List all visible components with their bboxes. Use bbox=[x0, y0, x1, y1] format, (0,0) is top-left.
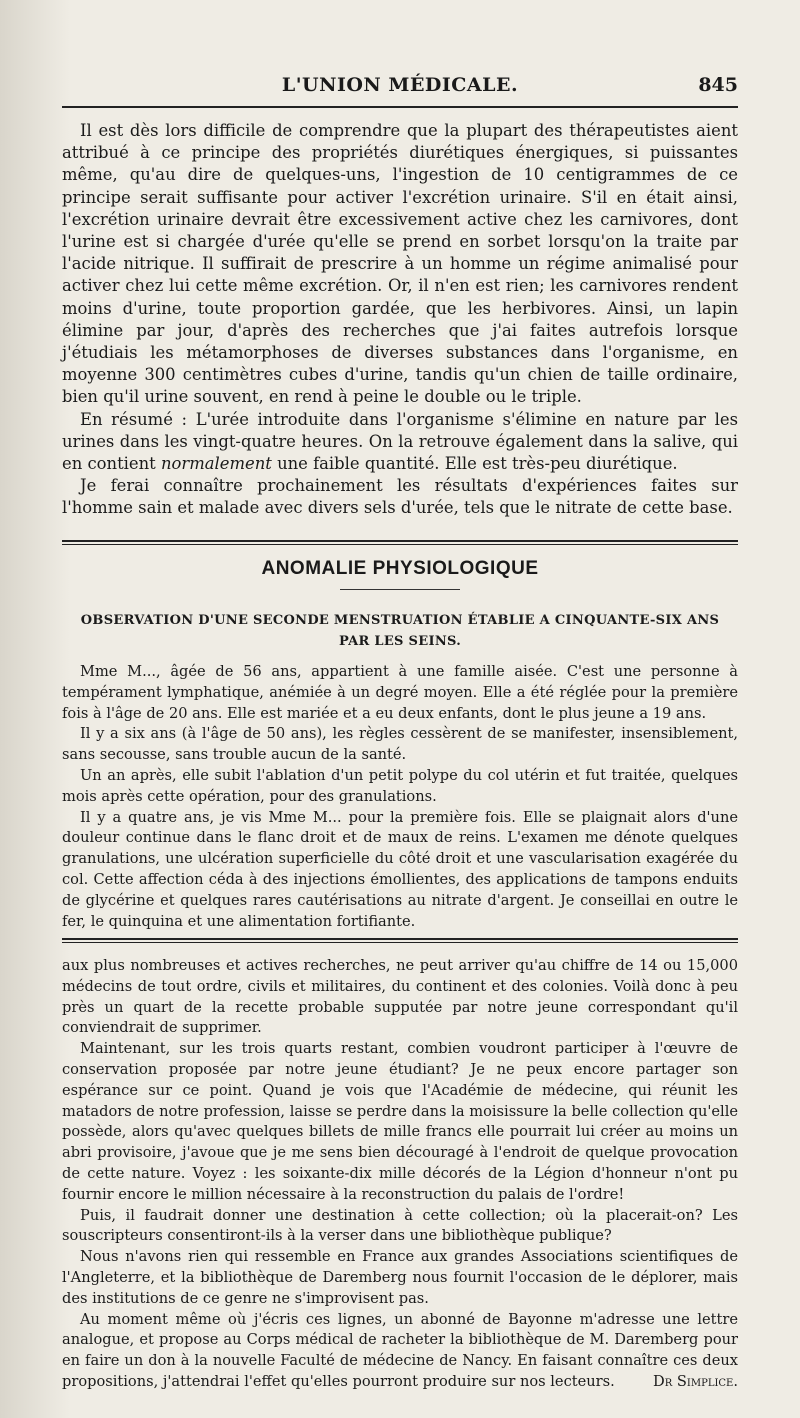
paragraph-text: Au moment même où j'écris ces lignes, un abonné de Bayonne m'adresse une lettre analogue, et propose au Corps médical de racheter la bibliothèque de M. Daremberg pour en faire un don à la nouvelle Faculté de médecine de Nancy. En faisant connaître ces deux propositions, j'attendrai l'effet qu'elles pourront produire sur nos lecteurs. bbox=[62, 1310, 738, 1390]
feuilleton-column bbox=[62, 956, 738, 1393]
running-title: L'UNION MÉDICALE. bbox=[281, 74, 519, 96]
subtitle-line: PAR LES SEINS. bbox=[338, 634, 462, 649]
section-title: ANOMALIE PHYSIOLOGIQUE bbox=[261, 558, 539, 579]
paragraph: Il est dès lors difficile de comprendre que la plupart des thérapeutistes aient attribué à ce principe des propriétés diurétiques énergiques, si puissantes même, qu'au dire de quelques-uns, l'ingestion de 10 centigrammes de ce principe serait suffisante pour activer l'excrétion urinaire. S'il en était ainsi, l'excrétion urinaire devrait être excessivement active chez les carnivores, dont l'urine est si chargée d'urée qu'elle se prend en sorbet lorsqu'on la traite par l'acide nitrique. Il suffirait de prescrire à un homme un régime animalisé pour activer chez lui cette même excrétion. Or, il n'en est rien; les carnivores rendent moins d'urine, toute proportion gardée, que les herbivores. Ainsi, un lapin élimine par jour, d'après des recherches que j'ai faites autrefois lorsque j'étudiais les métamorphoses de diverses substances dans l'organisme, en moyenne 300 centimètres cubes d'urine, tandis qu'un chien de taille ordinaire, bien qu'il urine souvent, en rend à peine le double ou le triple. bbox=[62, 121, 738, 407]
page-number: 845 bbox=[698, 74, 738, 96]
article-urea bbox=[62, 120, 738, 520]
signature: Dr Simplice. bbox=[653, 1372, 738, 1390]
paragraph-resume bbox=[62, 409, 738, 476]
resume-text-end: une faible quantité. Elle est très-peu diurétique. bbox=[271, 454, 678, 474]
paragraph-final bbox=[62, 1310, 738, 1393]
paragraph: Il y a six ans (à l'âge de 50 ans), les règles cessèrent de se manifester, insensiblement, sans secousse, sans trouble aucun de la santé. bbox=[62, 725, 738, 764]
resume-text: En résumé : L'urée introduite dans l'organisme s'élimine en nature par les urines dans les vingt-quatre heures. On la retrouve également dans la salive, qui en contient bbox=[62, 409, 738, 474]
paragraph: Il y a quatre ans, je vis Mme M... pour la première fois. Elle se plaignait alors d'une douleur continue dans le flanc droit et de maux de reins. L'examen me dénote quelques granulations, une ulcération superficielle du côté droit et une vascularisation exagérée du col. Cette affection céda à des injections émollientes, des applications de tampons enduits de glycérine et quelques rares cautérisations au nitrate d'argent. Je conseillai en outre le fer, le quinquina et une alimentation fortifiante. bbox=[62, 808, 738, 930]
paragraph: Je ferai connaître prochainement les résultats d'expériences faites sur l'homme sain et malade avec divers sels d'urée, tels que le nitrate de cette base. bbox=[62, 476, 738, 518]
paragraph: Un an après, elle subit l'ablation d'un petit polype du col utérin et fut traitée, quelques mois après cette opération, pour des granulations. bbox=[62, 766, 738, 805]
section-rule bbox=[62, 540, 738, 542]
title-underline bbox=[340, 589, 460, 590]
subtitle-line: OBSERVATION D'UNE SECONDE MENSTRUATION ÉTABLIE A CINQUANTE-SIX ANS bbox=[80, 613, 720, 628]
article-observation bbox=[62, 662, 738, 932]
section-subtitle bbox=[62, 610, 738, 652]
binding-shadow bbox=[0, 0, 70, 1418]
paragraph: Nous n'avons rien qui ressemble en France aux grandes Associations scientifiques de l'Angleterre, et la bibliothèque de Daremberg nous fournit l'occasion de le déplorer, mais des institutions de ce genre ne s'improvisent pas. bbox=[62, 1248, 738, 1307]
paragraph: Mme M..., âgée de 56 ans, appartient à une famille aisée. C'est une personne à tempérament lymphatique, anémiée à un degré moyen. Elle a été réglée pour la première fois à l'âge de 20 ans. Elle est mariée et a eu deux enfants, dont le plus jeune a 19 ans. bbox=[62, 663, 738, 722]
paragraph: Maintenant, sur les trois quarts restant, combien voudront participer à l'œuvre de conservation proposée par notre jeune étudiant? Je ne peux encore partager son espérance sur ce point. Quand je vois que l'Académie de médecine, qui réunit les matadors de notre profession, laisse se perdre dans la moisissure la belle collection qu'elle possède, alors qu'avec quelques billets de mille francs elle pourrait lui créer au moins un abri provisoire, j'avoue que je me sens bien découragé à l'endroit de quelque provocation de cette nature. Voyez : les soixante-dix mille décorés de la Légion d'honneur n'ont pu fournir encore le million nécessaire à la reconstruction du palais de l'ordre! bbox=[62, 1040, 738, 1203]
feuilleton-rule bbox=[62, 938, 738, 940]
section-rule-thin bbox=[62, 544, 738, 545]
paragraph: aux plus nombreuses et actives recherches, ne peut arriver qu'au chiffre de 14 ou 15,000 médecins de tout ordre, civils et militaires, du continent et des colonies. Voilà donc à peu près un quart de la recette probable supputée par notre jeune correspondant qu'il conviendrait de supprimer. bbox=[62, 957, 738, 1037]
paragraph: Puis, il faudrait donner une destination à cette collection; où la placerait-on? Les souscripteurs consentiront-ils à la verser dans une bibliothèque publique? bbox=[62, 1206, 738, 1245]
feuilleton-rule-thin bbox=[62, 942, 738, 943]
emphasis-text: normalement bbox=[160, 454, 272, 474]
page-header bbox=[62, 72, 738, 106]
header-rule bbox=[62, 106, 738, 108]
